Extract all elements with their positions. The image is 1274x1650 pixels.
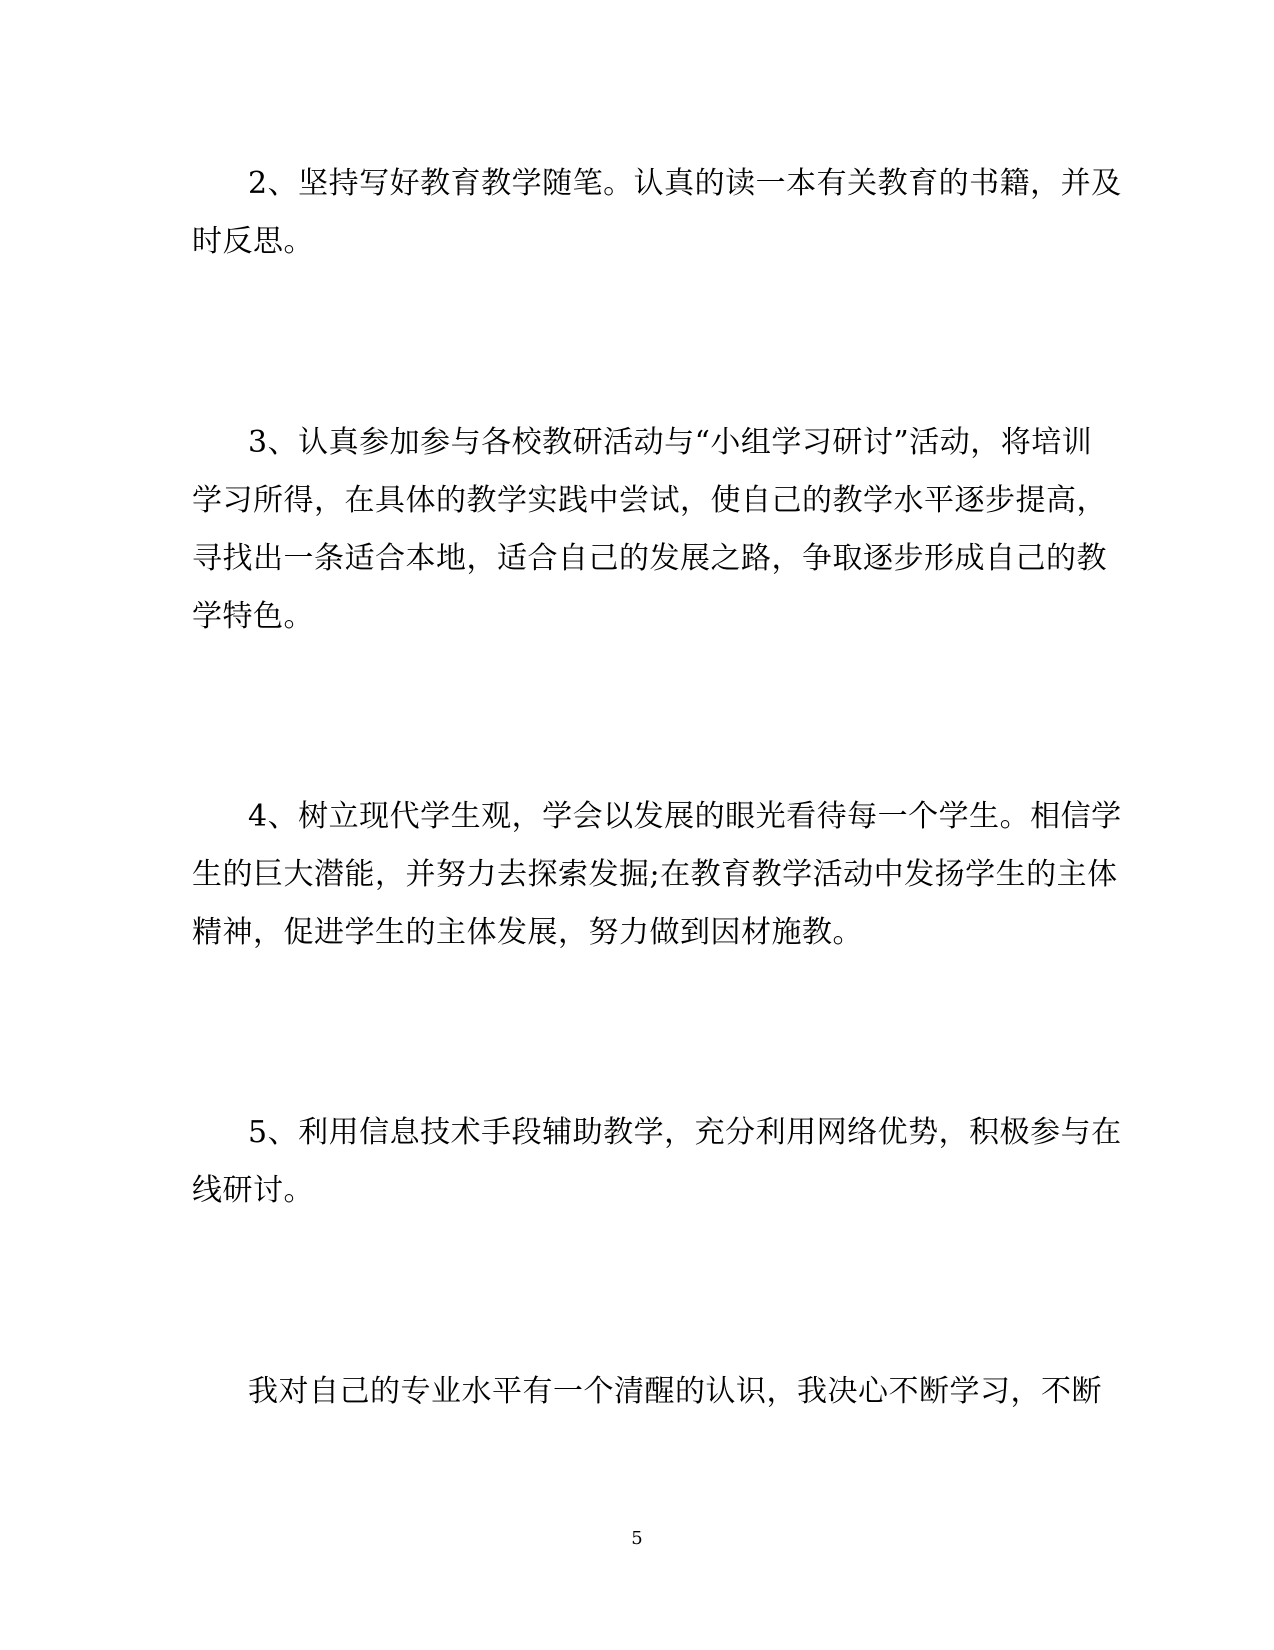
paragraph-4-line-2: 线研讨。 <box>192 1173 314 1208</box>
paragraph-3-line-2: 生的巨大潜能，并努力去探索发掘;在教育教学活动中发扬学生的主体 <box>192 857 1118 892</box>
page-number: 5 <box>631 1528 643 1549</box>
paragraph-2-line-1: 3、认真参加参与各校教研活动与“小组学习研讨”活动，将培训 <box>248 425 1093 460</box>
paragraph-2-line-3: 寻找出一条适合本地，适合自己的发展之路，争取逐步形成自己的教 <box>192 541 1107 576</box>
paragraph-5-line-1: 我对自己的专业水平有一个清醒的认识，我决心不断学习，不断 <box>248 1374 1102 1409</box>
paragraph-2-line-4: 学特色。 <box>192 599 314 634</box>
paragraph-1-line-1: 2、坚持写好教育教学随笔。认真的读一本有关教育的书籍，并及 <box>248 166 1122 201</box>
paragraph-1-line-2: 时反思。 <box>192 224 314 259</box>
paragraph-3-line-3: 精神，促进学生的主体发展，努力做到因材施教。 <box>192 915 863 950</box>
paragraph-4-line-1: 5、利用信息技术手段辅助教学，充分利用网络优势，积极参与在 <box>248 1115 1122 1150</box>
paragraph-3-line-1: 4、树立现代学生观，学会以发展的眼光看待每一个学生。相信学 <box>248 799 1122 834</box>
paragraph-2-line-2: 学习所得，在具体的教学实践中尝试，使自己的教学水平逐步提高， <box>192 483 1107 518</box>
